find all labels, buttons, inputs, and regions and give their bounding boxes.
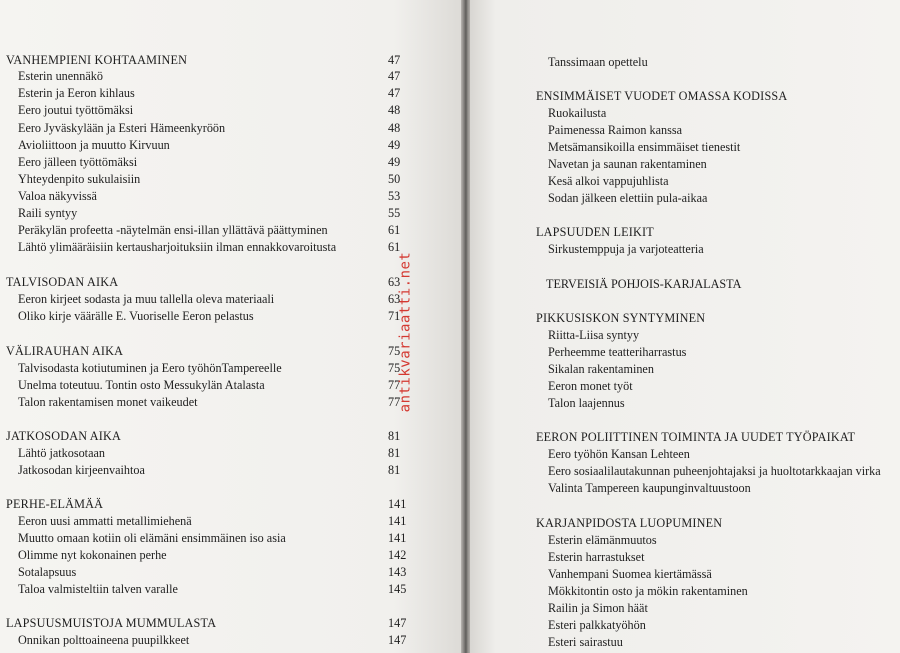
- toc-entry: [470, 241, 900, 257]
- toc-title: Sotalapsuus: [18, 565, 77, 579]
- toc-title: Eero sosiaalilautakunnan puheenjohtajaksi ja huoltotarkkaajan virka: [548, 464, 881, 478]
- toc-title: Esteri palkkatyöhön: [548, 618, 646, 632]
- toc-title: KARJANPIDOSTA LUOPUMINEN: [536, 516, 723, 530]
- toc-page-number: 141: [388, 531, 407, 545]
- toc-page-number: 75: [388, 361, 401, 375]
- toc-title: Peräkylän profeetta -näytelmän ensi-illan yllättävä päättyminen: [18, 223, 328, 237]
- toc-entry: [470, 378, 900, 394]
- toc-heading: [470, 429, 900, 445]
- toc-title: Esterin elämänmuutos: [548, 533, 657, 547]
- toc-entry: [0, 564, 463, 580]
- toc-title: Eeron monet työt: [548, 379, 633, 393]
- toc-heading: [0, 615, 463, 631]
- toc-entry: [470, 173, 900, 189]
- toc-title: Riitta-Liisa syntyy: [548, 328, 640, 342]
- toc-entry: [470, 617, 900, 633]
- toc-page-number: 77: [388, 395, 401, 409]
- toc-heading: [470, 515, 900, 531]
- toc-title: TALVISODAN AIKA: [6, 275, 119, 289]
- toc-entry: [470, 54, 900, 70]
- toc-title: Oliko kirje väärälle E. Vuoriselle Eeron pelastus: [18, 309, 254, 323]
- toc-heading: [470, 276, 900, 292]
- toc-title: PERHE-ELÄMÄÄ: [6, 497, 104, 511]
- watermark-text: antikvariaatti.net: [397, 251, 413, 412]
- toc-entry: [0, 205, 463, 221]
- watermark-stamp: [394, 244, 416, 419]
- toc-entry: [470, 446, 900, 462]
- toc-page-number: 50: [388, 172, 401, 186]
- toc-title: Olimme nyt kokonainen perhe: [18, 548, 167, 562]
- toc-title: Muutto omaan kotiin oli elämäni ensimmäinen iso asia: [18, 531, 286, 545]
- toc-page-number: 47: [388, 69, 401, 83]
- toc-page-number: 143: [388, 565, 407, 579]
- toc-title: Esteri sairastuu: [548, 635, 623, 649]
- toc-page-number: 47: [388, 86, 401, 100]
- toc-heading: [0, 496, 463, 512]
- toc-entry: [0, 188, 463, 204]
- toc-title: Yhteydenpito sukulaisiin: [18, 172, 141, 186]
- toc-entry: [0, 154, 463, 170]
- toc-title: Valoa näkyvissä: [18, 189, 97, 203]
- toc-title: Raili syntyy: [18, 206, 78, 220]
- toc-entry: [0, 137, 463, 153]
- toc-page-number: 63: [388, 275, 401, 289]
- toc-entry: [0, 85, 463, 101]
- toc-title: Tanssimaan opettelu: [548, 55, 648, 69]
- toc-page-number: 81: [388, 463, 401, 477]
- toc-page-number: 77: [388, 378, 401, 392]
- toc-entry: [470, 480, 900, 496]
- toc-title: Avioliittoon ja muutto Kirvuun: [18, 138, 170, 152]
- toc-heading: [0, 428, 463, 444]
- toc-page-number: 147: [388, 616, 407, 630]
- toc-page-number: 75: [388, 344, 401, 358]
- toc-page-number: 49: [388, 155, 401, 169]
- toc-entry: [470, 634, 900, 650]
- toc-title: Sodan jälkeen elettiin pula-aikaa: [548, 191, 708, 205]
- toc-entry: [0, 547, 463, 563]
- toc-title: Esterin harrastukset: [548, 550, 645, 564]
- toc-title: Railin ja Simon häät: [548, 601, 648, 615]
- toc-title: EERON POLIITTINEN TOIMINTA JA UUDET TYÖPAIKAT: [536, 430, 856, 444]
- toc-page-number: 53: [388, 189, 401, 203]
- toc-heading: [470, 224, 900, 240]
- toc-title: Lähtö ylimääräisiin kertausharjoituksiin ilman ennakkovaroitusta: [18, 240, 337, 254]
- toc-page-number: 141: [388, 497, 407, 511]
- toc-entry: [470, 463, 900, 479]
- toc-page-number: 48: [388, 121, 401, 135]
- toc-title: Taloa valmisteltiin talven varalle: [18, 582, 178, 596]
- toc-entry: [0, 102, 463, 118]
- toc-page-number: 48: [388, 103, 401, 117]
- toc-entry: [0, 445, 463, 461]
- toc-page-number: 147: [388, 633, 407, 647]
- toc-page-number: 81: [388, 446, 401, 460]
- toc-title: Sikalan rakentaminen: [548, 362, 654, 376]
- toc-entry: [0, 462, 463, 478]
- toc-title: Jatkosodan kirjeenvaihtoa: [18, 463, 145, 477]
- toc-entry: [470, 139, 900, 155]
- toc-page-number: 145: [388, 582, 407, 596]
- toc-title: Unelma toteutuu. Tontin osto Messukylän Atalasta: [18, 378, 265, 392]
- right-page: [470, 0, 900, 653]
- toc-entry: [0, 632, 463, 648]
- toc-title: Metsämansikoilla ensimmäiset tienestit: [548, 140, 741, 154]
- toc-entry: [0, 530, 463, 546]
- toc-entry: [0, 120, 463, 136]
- toc-page-number: 61: [388, 240, 401, 254]
- toc-entry: [470, 105, 900, 121]
- toc-entry: [0, 222, 463, 238]
- toc-title: LAPSUUSMUISTOJA MUMMULASTA: [6, 616, 217, 630]
- toc-title: Eeron kirjeet sodasta ja muu tallella oleva materiaali: [18, 292, 275, 306]
- toc-page-number: 141: [388, 514, 407, 528]
- toc-entry: [470, 122, 900, 138]
- toc-entry: [470, 583, 900, 599]
- toc-title: Esterin unennäkö: [18, 69, 103, 83]
- toc-title: Perheemme teatteriharrastus: [548, 345, 687, 359]
- toc-heading: [470, 310, 900, 326]
- toc-title: Navetan ja saunan rakentaminen: [548, 157, 707, 171]
- toc-page-number: 71: [388, 309, 401, 323]
- toc-entry: [470, 532, 900, 548]
- toc-entry: [470, 156, 900, 172]
- toc-entry: [470, 190, 900, 206]
- toc-title: Ruokailusta: [548, 106, 607, 120]
- toc-title: PIKKUSISKON SYNTYMINEN: [536, 311, 706, 325]
- toc-entry: [0, 581, 463, 597]
- toc-heading: [470, 88, 900, 104]
- toc-title: Sirkustemppuja ja varjoteatteria: [548, 242, 704, 256]
- toc-title: Eero työhön Kansan Lehteen: [548, 447, 690, 461]
- toc-title: LAPSUUDEN LEIKIT: [536, 225, 654, 239]
- toc-title: Mökkitontin osto ja mökin rakentaminen: [548, 584, 748, 598]
- toc-title: Eeron uusi ammatti metallimiehenä: [18, 514, 192, 528]
- toc-entry: [0, 171, 463, 187]
- toc-title: Valinta Tampereen kaupunginvaltuustoon: [548, 481, 751, 495]
- toc-entry: [0, 68, 463, 84]
- toc-page-number: 142: [388, 548, 407, 562]
- toc-title: Onnikan polttoaineena puupilkkeet: [18, 633, 190, 647]
- toc-title: Eero joutui työttömäksi: [18, 103, 134, 117]
- toc-title: Paimenessa Raimon kanssa: [548, 123, 683, 137]
- toc-title: Kesä alkoi vappujuhlista: [548, 174, 669, 188]
- toc-page-number: 81: [388, 429, 401, 443]
- toc-page-number: 55: [388, 206, 401, 220]
- toc-entry: [470, 361, 900, 377]
- toc-title: Eero Jyväskylään ja Esteri Hämeenkyröön: [18, 121, 226, 135]
- toc-page-number: 61: [388, 223, 401, 237]
- toc-entry: [470, 600, 900, 616]
- toc-entry: [470, 549, 900, 565]
- toc-title: TERVEISIÄ POHJOIS-KARJALASTA: [546, 277, 742, 291]
- toc-title: ENSIMMÄISET VUODET OMASSA KODISSA: [536, 89, 788, 103]
- toc-page-number: 49: [388, 138, 401, 152]
- toc-page-number: 63: [388, 292, 401, 306]
- toc-entry: [470, 344, 900, 360]
- toc-title: Lähtö jatkosotaan: [18, 446, 105, 460]
- toc-heading: [0, 52, 463, 68]
- toc-entry: [0, 513, 463, 529]
- toc-title: Eero jälleen työttömäksi: [18, 155, 138, 169]
- toc-page-number: 47: [388, 53, 401, 67]
- toc-title: Talon rakentamisen monet vaikeudet: [18, 395, 198, 409]
- toc-entry: [470, 327, 900, 343]
- toc-entry: [470, 566, 900, 582]
- toc-title: VANHEMPIENI KOHTAAMINEN: [6, 53, 188, 67]
- toc-title: Talon laajennus: [548, 396, 625, 410]
- toc-title: Vanhempani Suomea kiertämässä: [548, 567, 712, 581]
- toc-title: Talvisodasta kotiutuminen ja Eero työhönTampereelle: [18, 361, 282, 375]
- toc-title: JATKOSODAN AIKA: [6, 429, 122, 443]
- toc-entry: [470, 395, 900, 411]
- toc-title: Esterin ja Eeron kihlaus: [18, 86, 135, 100]
- toc-title: VÄLIRAUHAN AIKA: [6, 344, 124, 358]
